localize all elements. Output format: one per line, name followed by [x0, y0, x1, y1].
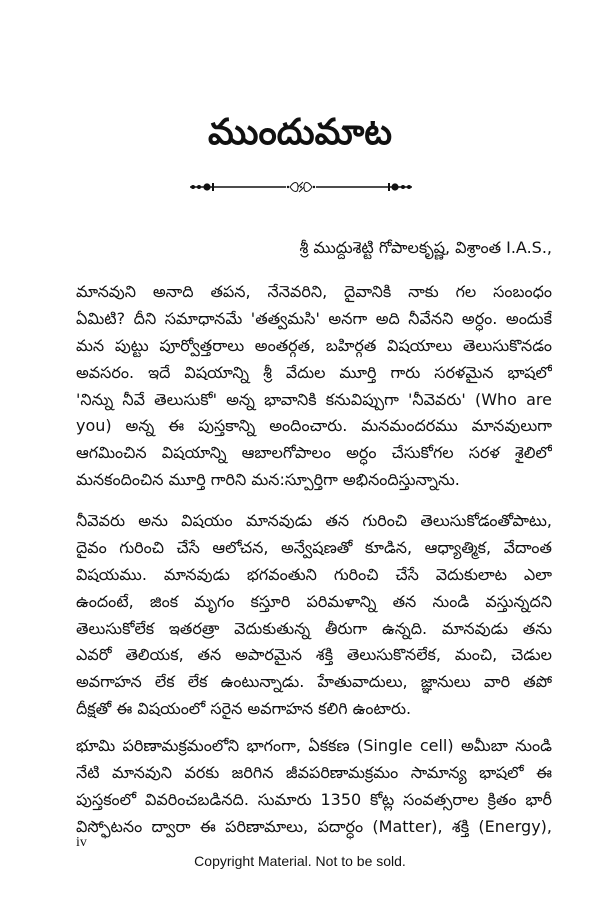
text-line: మనకందించిన మూర్తి గారిని మన:స్పూర్తిగా అభినందిస్తున్నాను.: [76, 470, 460, 490]
text-line: ఎవరో తెలియక, తన అపారమైన శక్తి తెలుసుకొనలేక, మంచి, చెడుల: [76, 645, 552, 665]
paragraph-1: [76, 279, 552, 494]
text-line: మన పుట్టు పూర్వోత్తరాలు అంతర్గత, బహిర్గత విషయాలు తెలుసుకొనడం: [76, 335, 552, 355]
text-line: you) అన్న ఈ పుస్తకాన్ని అందించారు. మనమందరము మానవులుగా: [76, 416, 552, 436]
copyright-footer: Copyright Material. Not to be sold.: [194, 853, 406, 869]
text-line: తెలుసుకోలేక ఇతరత్రా వెదుకుతున్న తీరుగా ఉన్నది. మానవుడు తను: [76, 618, 552, 638]
paragraph-2: [76, 508, 552, 723]
author-line: శ్రీ ముద్దుశెట్టి గోపాలకృష్ణ, విశ్రాంత I.A.S.,: [299, 238, 552, 257]
page-title: ముందుమాట: [207, 112, 393, 153]
text-line: మానవుని అనాది తపన, నేనెవరిని, దైవానికి నాకు గల సంబంధం: [76, 282, 552, 301]
text-line: అవసరం. ఇదే విషయాన్ని శ్రీ వేదుల మూర్తి గారు సరళమైన భాషలో: [76, 362, 552, 382]
text-line: నేటి మానవుని వరకు జరిగిన జీవపరిణామక్రమం సామాన్య భాషలో ఈ: [76, 762, 552, 782]
text-line: ఆగమించిన విషయాన్ని ఆబాలగోపాలం అర్ధం చేసుకోగల సరళ శైలిలో: [76, 443, 552, 463]
text-line: ఉందంటే, జింక మృగం కస్తూరి పరిమళాన్ని తన నుండి వస్తున్నదని: [76, 591, 552, 611]
text-line: భూమి పరిణామక్రమంలోని భాగంగా, ఏకకణ (Single cell) అమీబా నుండి: [76, 736, 552, 755]
text-line: నీవెవరు అను విషయం మానవుడు తన గురించి తెలుసుకోడంతోపాటు,: [76, 511, 552, 530]
text-line: అవగాహన లేక లేక ఉంటున్నాడు. హేతువాదులు, జ్ఞానులు వారి తపో: [76, 672, 552, 692]
ornament-divider-icon: [190, 178, 412, 196]
text-line: ఏమిటి? దీని సమాధానమే 'తత్వమసి' అనగా అది నీవేనని అర్ధం. అందుకే: [76, 308, 552, 328]
page-number: iv: [76, 835, 87, 850]
text-line: విస్ఫోటనం ద్వారా ఈ పరిణామాలు, పదార్ధం (Matter), శక్తి (Energy),: [76, 816, 552, 836]
paragraph-3: [76, 733, 552, 841]
text-line: పుస్తకంలో వివరించబడినది. సుమారు 1350 కోట్ల సంవత్సరాల క్రితం భారీ: [76, 789, 552, 809]
text-line: 'నిన్ను నీవే తెలుసుకో' అన్న భావానికి కనువిప్పుగా 'నీవెవరు' (Who are: [76, 389, 552, 409]
text-line: దైవం గురించి చేసే ఆలోచన, అన్వేషణతో కూడిన, ఆధ్యాత్మిక, వేదాంత: [76, 537, 552, 557]
text-line: విషయము. మానవుడు భగవంతుని గురించి చేసే వెదుకులాట ఎలా: [76, 564, 552, 584]
text-line: దీక్షతో ఈ విషయంలో సరైన అవగాహన కలిగి ఉంటారు.: [76, 699, 412, 719]
